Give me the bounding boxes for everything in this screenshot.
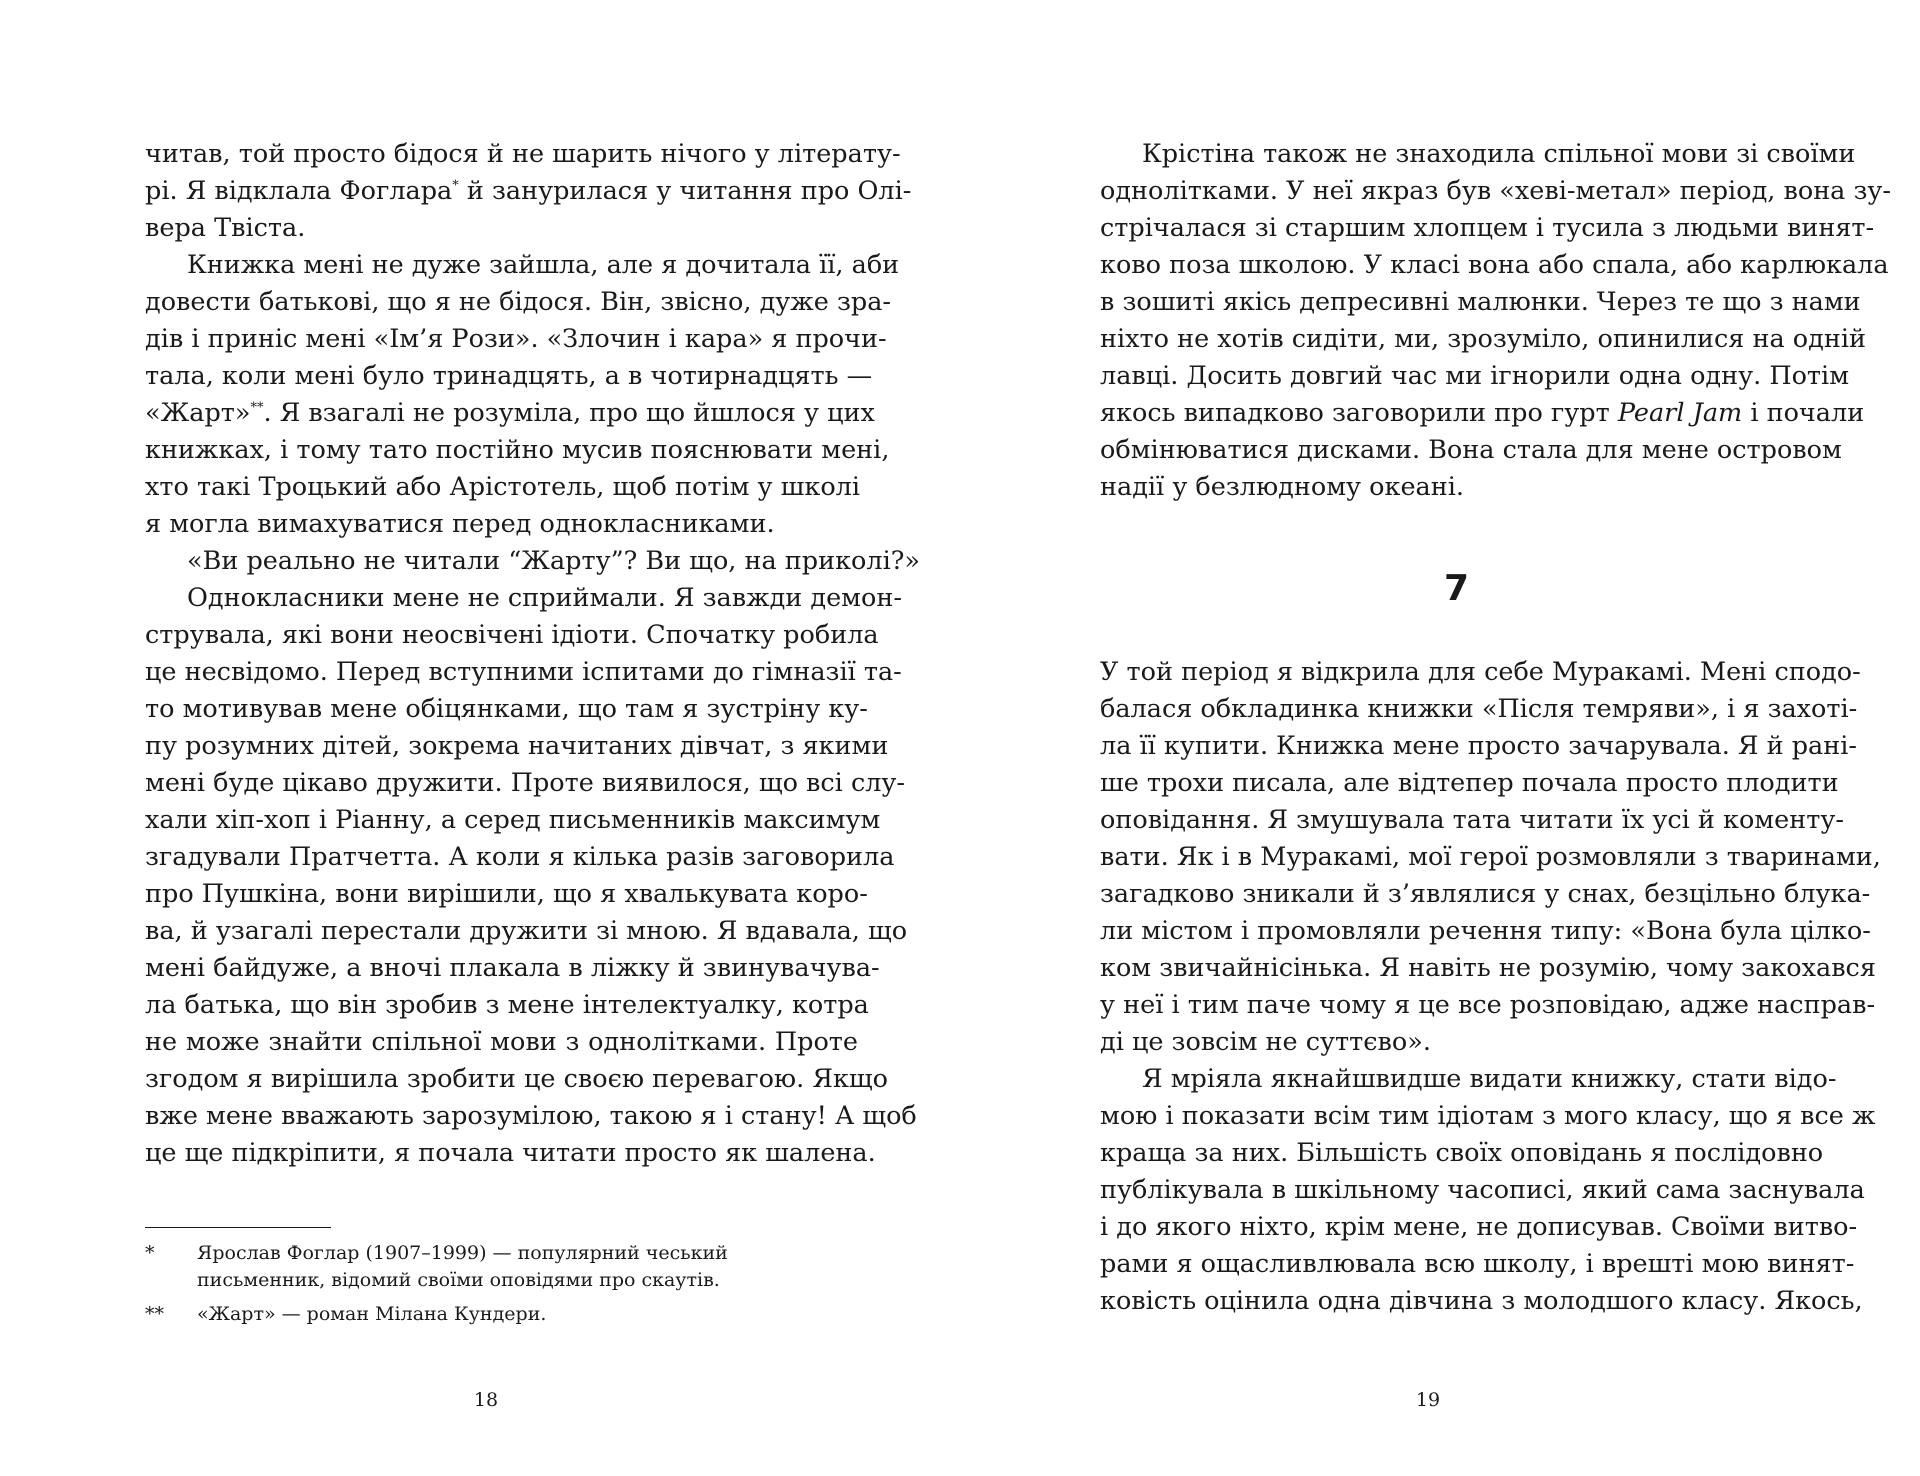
text-line (145, 432, 890, 469)
text-line (1100, 1246, 1855, 1283)
line-text: ково поза школою. У класі вона або спала, або карлюкала (1100, 250, 1889, 280)
text-line (145, 358, 873, 395)
text-line (145, 469, 861, 506)
line-text: згодом я вирішила зробити це своєю перевагою. Якщо (145, 1064, 888, 1094)
text-line (145, 876, 868, 913)
text-line (145, 173, 912, 210)
page-number: 19 (1415, 1389, 1441, 1411)
text-line (145, 1135, 876, 1172)
text-line (1100, 913, 1871, 950)
text-line (1100, 136, 1856, 173)
text-line (1100, 284, 1861, 321)
line-text: струвала, які вони неосвічені ідіоти. Спочатку робила (145, 620, 879, 650)
footnote-reference: * (452, 178, 459, 194)
line-text: якось випадково заговорили про гурт (1100, 398, 1618, 428)
text-line (1100, 247, 1889, 284)
line-text: ла батька, що він зробив з мене інтелектуалку, котра (145, 990, 869, 1020)
line-text: Книжка мені не дуже зайшла, але я дочитала її, аби (187, 250, 900, 280)
text-line (1100, 654, 1861, 691)
line-text-continued: й занурилася у читання про Олі- (458, 176, 912, 206)
line-text: надії у безлюдному океані. (1100, 472, 1465, 502)
line-text: в зошиті якісь депресивні малюнки. Через те що з нами (1100, 287, 1861, 317)
text-line (145, 1098, 917, 1135)
line-text: у неї і тим паче чому я це все розповідаю, адже насправ- (1100, 990, 1876, 1020)
line-text: ли містом і промовляли речення типу: «Вона була цілко- (1100, 916, 1871, 946)
text-line (145, 1061, 888, 1098)
text-line (1100, 728, 1858, 765)
footnote-text: Ярослав Фоглар (1907–1999) — популярний чеський письменник, відомий своїми оповідями про скаутів. (197, 1242, 728, 1291)
line-text: оповідання. Я змушувала тата читати їх усі й коменту- (1100, 805, 1844, 835)
line-text: Однокласники мене не сприймали. Я завжди демон- (187, 583, 902, 613)
line-text: ніхто не хотів сидіти, ми, зрозуміло, опинилися на одній (1100, 324, 1866, 354)
text-line (145, 950, 880, 987)
line-text: хали хіп-хоп і Ріанну, а серед письменників максимум (145, 805, 881, 835)
text-line (1100, 358, 1850, 395)
line-text: краща за них. Більшість своїх оповідань я послідовно (1100, 1138, 1824, 1168)
text-line (1100, 1098, 1876, 1135)
text-line (145, 617, 879, 654)
line-text: вера Твіста. (145, 213, 306, 243)
right-page (960, 0, 1920, 1476)
line-text: мені буде цікаво дружити. Проте виявилося, що всі слу- (145, 768, 906, 798)
line-text: ла її купити. Книжка мене просто зачарувала. Я й рані- (1100, 731, 1858, 761)
footnote (145, 1301, 858, 1328)
text-line (1100, 321, 1866, 358)
footnote (145, 1240, 858, 1294)
text-line (1100, 876, 1871, 913)
text-line (145, 543, 921, 580)
line-text-continued: і почали (1742, 398, 1865, 428)
line-text: ді це зовсім не суттєво». (1100, 1027, 1431, 1057)
line-text: то мотивував мене обіцянками, що там я зустріну ку- (145, 694, 868, 724)
text-line (145, 321, 887, 358)
text-line (145, 1024, 858, 1061)
text-line (145, 654, 902, 691)
line-text: це ще підкріпити, я почала читати просто як шалена. (145, 1138, 876, 1168)
line-text: хто такі Троцький або Арістотель, щоб потім у школі (145, 472, 861, 502)
footnote-mark: * (145, 1242, 155, 1264)
text-line (1100, 1172, 1865, 1209)
line-text: балася обкладинка книжки «Після темряви», і я захоті- (1100, 694, 1858, 724)
line-text: довести батькові, що я не бідося. Він, звісно, дуже зра- (145, 287, 892, 317)
line-text: згадували Пратчетта. А коли я кілька разів заговорила (145, 842, 895, 872)
line-text: «Жарт» (145, 398, 251, 428)
text-line (1100, 950, 1876, 987)
text-line (145, 765, 906, 802)
footnotes (145, 1240, 858, 1335)
chapter-body (1100, 654, 1881, 1320)
line-text: не може знайти спільної мови з однолітками. Проте (145, 1027, 858, 1057)
line-text: стрічалася зі старшим хлопцем і тусила з людьми винят- (1100, 213, 1875, 243)
page-number: 18 (473, 1389, 499, 1411)
text-line (145, 210, 858, 247)
line-text: я могла вимахуватися перед однокласниками. (145, 509, 775, 539)
line-text: публікувала в шкільному часописі, який сама заснувала (1100, 1175, 1865, 1205)
text-line (145, 802, 881, 839)
line-text: книжках, і тому тато постійно мусив пояснювати мені, (145, 435, 890, 465)
text-line (145, 247, 900, 284)
text-line (145, 580, 902, 617)
text-line (1100, 987, 1876, 1024)
line-text-continued: . Я взагалі не розуміла, про що йшлося у цих (263, 398, 875, 428)
text-line (1100, 765, 1839, 802)
footnote-text: «Жарт» — роман Мілана Кундери. (197, 1303, 547, 1325)
line-text: це несвідомо. Перед вступними іспитами до гімназії та- (145, 657, 902, 687)
line-text: лавці. Досить довгий час ми ігнорили одна одну. Потім (1100, 361, 1850, 391)
text-line (145, 839, 895, 876)
text-line (1100, 802, 1844, 839)
line-text: тала, коли мені було тринадцять, а в чотирнадцять — (145, 361, 873, 391)
text-line (145, 691, 868, 728)
text-line (1100, 210, 1875, 247)
line-text: ва, й узагалі перестали дружити зі мною. Я вдавала, що (145, 916, 908, 946)
line-text: ше трохи писала, але відтепер почала просто плодити (1100, 768, 1839, 798)
text-line (145, 987, 869, 1024)
text-line (1100, 1283, 1863, 1320)
text-line (1100, 173, 1892, 210)
left-page-body (145, 136, 921, 1172)
text-line (145, 913, 908, 950)
text-line (1100, 1209, 1858, 1246)
footnote-reference: ** (250, 400, 264, 416)
line-text: обмінюватися дисками. Вона стала для мене островом (1100, 435, 1842, 465)
line-text: мою і показати всім тим ідіотам з мого класу, що я все ж (1100, 1101, 1876, 1131)
line-text: «Ви реально не читали “Жарту”? Ви що, на приколі?» (187, 546, 921, 576)
italic-text: Pearl Jam (1617, 398, 1743, 428)
chapter-number: 7 (1443, 568, 1470, 609)
text-line (145, 284, 892, 321)
line-text: рі. Я відклала Фоглара (145, 176, 453, 206)
text-line (145, 506, 858, 543)
text-line (1100, 1135, 1824, 1172)
line-text: Крістіна також не знаходила спільної мови зі своїми (1142, 139, 1856, 169)
line-text: мені байдуже, а вночі плакала в ліжку й звинувачува- (145, 953, 880, 983)
text-line (1100, 395, 1865, 432)
line-text: однолітками. У неї якраз був «хеві-метал» період, вона зу- (1100, 176, 1892, 206)
text-line (1100, 432, 1842, 469)
line-text: вати. Як і в Муракамі, мої герої розмовляли з тваринами, (1100, 842, 1881, 872)
text-line (145, 395, 875, 432)
line-text: пу розумних дітей, зокрема начитаних дівчат, з якими (145, 731, 889, 761)
text-line (1100, 1024, 1813, 1061)
line-text: Я мріяла якнайшвидше видати книжку, стати відо- (1142, 1064, 1837, 1094)
text-line (1100, 691, 1858, 728)
line-text: про Пушкіна, вони вирішили, що я хвалькувата коро- (145, 879, 868, 909)
line-text: дів і приніс мені «Ім’я Рози». «Злочин і кара» я прочи- (145, 324, 887, 354)
footnote-mark: ** (145, 1303, 164, 1325)
text-line (1100, 1061, 1837, 1098)
line-text: читав, той просто бідося й не шарить нічого у літерату- (145, 139, 901, 169)
line-text: рами я ощасливлювала всю школу, і врешті мою винят- (1100, 1249, 1855, 1279)
line-text: і до якого ніхто, крім мене, не дописував. Своїми витво- (1100, 1212, 1858, 1242)
footnote-rule (145, 1227, 331, 1228)
text-line (1100, 469, 1813, 506)
line-text: вже мене вважають зарозумілою, такою я і стану! А щоб (145, 1101, 917, 1131)
line-text: загадково зникали й з’являлися у снах, безцільно блука- (1100, 879, 1871, 909)
text-line (145, 136, 901, 173)
right-page-body (1100, 136, 1892, 506)
line-text: У той період я відкрила для себе Муракамі. Мені сподо- (1100, 657, 1861, 687)
text-line (145, 728, 889, 765)
text-line (1100, 839, 1881, 876)
line-text: ковість оцінила одна дівчина з молодшого класу. Якось, (1100, 1286, 1863, 1316)
line-text: ком звичайнісінька. Я навіть не розумію, чому закохався (1100, 953, 1876, 983)
